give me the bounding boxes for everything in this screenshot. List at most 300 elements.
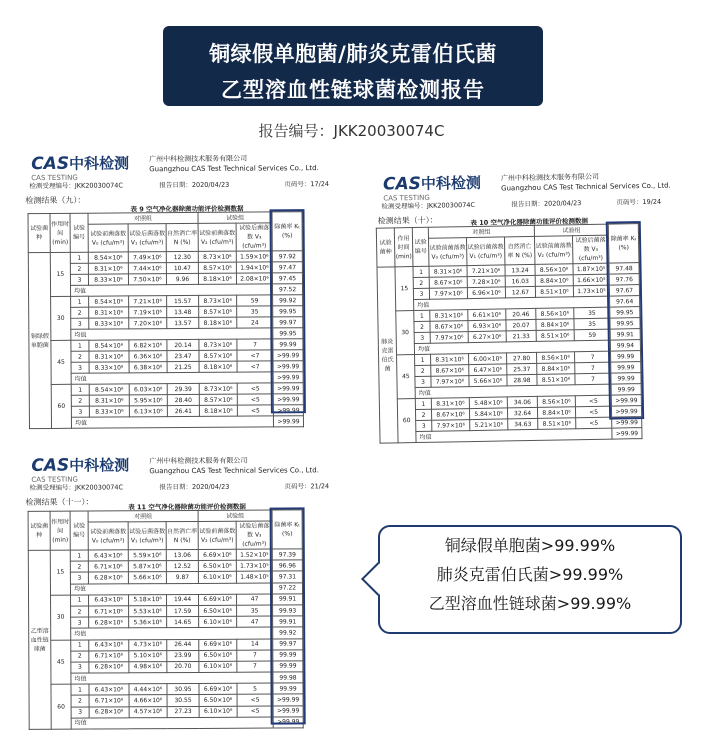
data-cell: 8.54×10⁶ [89,296,129,307]
data-cell: <5 [576,417,612,429]
summary-line-1: 铜绿假单胞菌>99.99% [444,536,616,555]
data-cell: 26.41 [167,405,199,416]
data-cell: 15.57 [167,295,199,306]
header-t_after: 试验后菌落数 V₃ (cfu/m³) [573,235,609,264]
report-date: 报告日期：2020/04/23 [159,180,230,190]
data-cell: 12.30 [166,251,198,262]
report-date: 报告日期：2020/04/23 [159,482,230,492]
header-t_after: 试验后菌落数 V₃ (cfu/m³) [236,223,272,251]
time-cell: 30 [51,296,71,340]
data-cell: 6.71×10⁶ [89,695,129,706]
time-cell: 15 [50,550,70,595]
average-label: 均值 [414,340,610,354]
data-cell: <5 [237,405,273,416]
data-cell: 6.71×10⁶ [88,561,128,572]
data-cell: 2 [71,351,89,362]
data-cell: 6.96×10⁶ [467,287,505,299]
data-cell: 2 [415,365,431,376]
data-cell: 27.23 [167,706,199,717]
rate-cell: 99.95 [610,318,640,330]
data-cell: 30.95 [167,684,199,695]
data-cell: 35 [237,605,273,616]
data-cell: 7 [237,661,273,672]
rate-cell: >99.99 [611,406,641,418]
header-species: 试验菌种 [376,228,395,267]
data-cell: 6.27×10⁶ [468,331,506,343]
data-cell: 7.97×10⁶ [432,420,470,432]
result-title: 检测结果（十一）： [25,497,94,507]
rate-cell: >99.99 [273,717,303,728]
data-cell: 8.31×10⁶ [89,307,129,318]
time-cell: 60 [51,384,71,428]
rate-cell: 99.92 [273,295,303,306]
cas-logo-mark: CAS [31,455,70,476]
data-cell: 8.18×10⁶ [199,405,237,416]
data-cell: 1 [71,340,89,351]
data-cell: 8.57×10⁶ [199,306,237,317]
rate-column-highlight [270,507,306,724]
table-caption: 表 9 空气净化器除菌功能评价检测数据 [130,204,244,214]
header-control-group: 对照组 [88,212,198,224]
header-rate: 除菌率 Kₜ (%) [272,212,302,251]
data-cell: 28.40 [167,394,199,405]
data-cell: 23.47 [167,350,199,361]
rate-cell: 97.76 [609,274,639,286]
organization-name [501,171,671,194]
report-number: 报告编号：JKK20030074C [258,122,445,140]
accept-number: 检测受理编号：JKK20030074C [29,483,124,492]
data-cell: 8.31×10⁶ [89,395,129,406]
data-cell: 3 [71,662,89,673]
rate-column-highlight [269,209,305,414]
data-cell: 2 [71,395,89,406]
rate-cell: 97.67 [609,285,639,297]
data-cell: 6.50×10⁶ [199,695,237,706]
organization-name-cn: 广州中科检测技术服务有限公司 [500,172,600,183]
rate-cell: 99.91 [273,616,303,627]
data-cell: 1 [71,684,89,695]
data-cell: 9.87 [166,572,198,583]
data-cell: 13.06 [166,549,198,560]
rate-cell: 97.48 [609,263,639,275]
data-cell: 3 [70,274,88,285]
time-cell: 15 [395,267,414,311]
rate-cell: 99.99 [611,362,641,374]
rate-cell: 99.99 [273,661,303,672]
rate-cell: 99.99 [611,384,641,396]
data-cell: 8.54×10⁶ [89,384,129,395]
data-cell: 7.21×10⁶ [129,296,167,307]
header-no: 试验编号 [70,511,88,550]
data-cell: 30.55 [167,695,199,706]
organization-name [149,153,319,174]
average-label: 均值 [414,296,610,310]
data-cell: 5.84×10⁶ [469,408,507,420]
data-cell: 6.82×10⁶ [129,340,167,351]
data-cell: 2 [70,263,88,274]
data-cell: 7.20×10⁶ [129,318,167,329]
time-cell: 30 [396,311,415,355]
data-cell: 8.33×10⁶ [89,318,129,329]
header-after: 试验后菌落数 V₁ (cfu/m³) [466,237,504,266]
data-cell: 8.18×10⁶ [198,273,236,284]
data-cell: 28.98 [507,374,537,386]
data-cell: 3 [415,376,431,387]
data-cell: 47 [237,594,273,605]
data-cell: 4.98×10⁶ [129,661,167,672]
table-caption: 表 11 空气净化器除菌功能评价检测数据 [128,502,246,512]
header-rate: 除菌率 Kₜ (%) [272,510,302,549]
accept-number: 检测受理编号：JKK20030074C [29,181,123,191]
header-time: 作用时间(min) [50,213,70,252]
time-cell: 60 [397,399,416,443]
data-cell: 4.57×10⁶ [129,706,167,717]
species-cell: 肺炎克雷伯氏菌 [377,267,398,443]
data-cell: 1 [414,310,430,321]
data-cell: 9.96 [166,273,198,284]
page-number: 页码号：17/24 [284,180,330,189]
organization-name-en: Guangzhou CAS Test Technical Services Co., Ltd. [149,466,319,476]
header-time: 作用时间(min) [50,511,70,550]
rate-cell: >99.99 [273,372,303,383]
rate-cell: >99.99 [273,383,303,394]
data-cell: 5.18×10⁶ [129,594,167,605]
organization-name-en: Guangzhou CAS Test Technical Services Co., Ltd. [501,181,671,193]
data-cell: 8.84×10⁶ [537,407,575,419]
data-cell: 8.73×10⁶ [198,251,236,262]
data-cell: 7 [575,362,611,374]
data-cell: 6.13×10⁶ [129,406,167,417]
rate-cell: 97.52 [273,284,303,295]
data-cell: 26.44 [167,639,199,650]
cas-logo [31,454,129,484]
data-cell: 8.51×10⁶ [535,286,573,298]
data-cell: 8.67×10⁶ [430,321,468,333]
data-cell: 7.49×10⁶ [128,252,166,263]
data-cell: 6.00×10⁶ [469,353,507,365]
rate-cell: 97.22 [272,582,302,593]
title-line-1: 铜绿假单胞菌/肺炎克雷伯氏菌 [209,42,497,66]
data-cell: 47 [237,616,273,627]
data-cell: 5.53×10⁶ [129,606,167,617]
data-cell: 34.63 [508,418,538,430]
data-cell: 6.50×10⁶ [199,650,237,661]
cas-logo-sub: CAS TESTING [31,475,78,484]
data-cell: 8.31×10⁶ [429,266,467,278]
data-cell: 6.10×10⁶ [199,706,237,717]
data-cell: 3 [71,707,89,718]
accept-number: 检测受理编号：JKK20030074C [381,200,476,211]
data-cell: 7 [575,351,611,363]
rate-cell: 97.39 [272,549,302,560]
data-cell: 1 [415,398,431,409]
result-title: 检测结果（十）： [377,215,438,226]
data-cell: 6.10×10⁶ [199,616,237,627]
data-cell: 8.18×10⁶ [199,317,237,328]
data-cell: 1.94×10⁶ [236,262,272,273]
data-cell: 6.50×10⁶ [199,605,237,616]
data-cell: 7.44×10⁶ [128,263,166,274]
data-cell: 5.48×10⁶ [469,397,507,409]
data-cell: 8.31×10⁶ [89,351,129,362]
data-cell: 8.56×10⁶ [537,396,575,408]
time-cell: 45 [51,340,71,384]
data-cell: 35 [237,306,273,317]
title-line-2: 乙型溶血性链球菌检测报告 [221,78,485,102]
data-cell: 5.66×10⁶ [128,572,166,583]
data-cell: 7 [237,650,273,661]
data-cell: <5 [237,706,273,717]
data-cell: 29.39 [167,383,199,394]
data-cell: 1.48×10⁵ [236,571,272,582]
data-cell: 16.03 [505,275,535,287]
data-cell: 23.99 [167,650,199,661]
data-cell: 35 [574,318,610,330]
time-cell: 15 [50,252,70,296]
cas-logo [31,152,129,182]
rate-cell: 99.95 [273,306,303,317]
table-row [29,416,303,429]
rate-cell: 99.91 [610,329,640,341]
data-cell: 7.21×10⁶ [467,265,505,277]
test-data-table [28,211,305,429]
rate-cell: 96.96 [272,560,302,571]
data-cell: 8.18×10⁶ [199,361,237,372]
rate-cell: 99.95 [610,307,640,319]
header-test-group: 试验组 [198,510,272,521]
cas-logo-text: 中科检测 [69,456,130,475]
header-natural: 自然消亡率 N (%) [166,223,198,251]
title-banner [163,26,543,106]
data-cell: 59 [237,295,273,306]
data-cell: 20.46 [506,308,536,320]
average-label: 均值 [71,416,273,428]
rate-cell: >99.99 [273,706,303,717]
data-cell: 8.57×10⁶ [199,394,237,405]
rate-cell: 99.99 [273,683,303,694]
data-cell: 8.56×10⁶ [535,264,573,276]
data-cell: 5.87×10⁶ [128,561,166,572]
average-label: 均值 [71,328,273,340]
rate-cell: 99.98 [273,672,303,683]
header-before: 试验前菌落数 V₀ (cfu/m³) [428,238,466,267]
data-cell: 6.43×10⁶ [89,595,129,606]
data-cell: 5.59×10⁶ [128,550,166,561]
data-cell: 2 [415,409,431,420]
rate-cell: 99.95 [273,328,303,339]
data-cell: 10.47 [166,262,198,273]
data-cell: 1.73×10⁵ [573,285,609,297]
data-cell: 6.28×10⁶ [89,617,129,628]
data-cell: 1.87×10⁵ [573,263,609,275]
rate-cell: >99.99 [273,694,303,705]
data-cell: 6.28×10⁶ [89,706,129,717]
data-cell: 2 [71,606,89,617]
data-cell: 3 [416,420,432,431]
rate-cell: >99.99 [273,405,303,416]
data-cell: 5.95×10⁶ [129,395,167,406]
data-cell: 6.10×10⁶ [199,661,237,672]
header-species: 试验菌种 [28,511,50,550]
header-t_before: 试验前菌落数 V₂ (cfu/m³) [198,223,236,251]
data-cell: 21.25 [167,361,199,372]
data-cell: 1.52×10⁵ [236,549,272,560]
rate-cell: 97.45 [272,273,302,284]
time-cell: 30 [51,595,71,640]
species-cell: 铜绿假单胞菌 [28,252,51,428]
data-cell: <5 [237,383,273,394]
data-cell: 1 [71,384,89,395]
data-cell: 3 [71,362,89,373]
data-cell: 8.57×10⁶ [198,262,236,273]
data-cell: <5 [575,395,611,407]
data-cell: 12.67 [505,286,535,298]
data-cell: 8.54×10⁶ [89,340,129,351]
data-cell: 6.93×10⁶ [468,320,506,332]
header-no: 试验编号 [412,227,429,266]
data-cell: 8.84×10⁶ [536,319,574,331]
data-cell: 12.52 [166,561,198,572]
data-cell: 20.70 [167,661,199,672]
page-number: 页码号：21/24 [284,482,330,491]
rate-cell: >99.99 [273,394,303,405]
header-before: 试验前菌落数 V₀ (cfu/m³) [88,224,128,252]
data-cell: 3 [71,617,89,628]
data-cell: 19.44 [167,594,199,605]
data-cell: 25.37 [507,363,537,375]
rate-column-highlight [606,221,644,420]
cas-logo-text: 中科检测 [420,173,482,193]
average-label: 均值 [71,672,273,684]
rate-cell: >99.99 [273,361,303,372]
report-page-9 [19,145,356,427]
data-cell: 8.31×10⁶ [431,354,469,366]
data-cell: 21.33 [506,330,536,342]
data-cell: 8.84×10⁶ [535,275,573,287]
data-cell: <7 [237,361,273,372]
test-data-table [28,509,304,729]
data-cell: 1 [70,252,88,263]
data-cell: 8.33×10⁶ [89,406,129,417]
rate-cell: 97.47 [272,262,302,273]
data-cell: 1 [70,550,88,561]
average-label: 均值 [71,284,273,296]
rate-cell: 99.93 [273,605,303,616]
data-cell: 1 [415,354,431,365]
data-cell: 6.71×10⁶ [89,650,129,661]
data-cell: 2.08×10⁶ [236,273,272,284]
data-cell: 4.73×10⁶ [129,639,167,650]
data-cell: 8.67×10⁶ [431,365,469,377]
header-no: 试验编号 [70,213,88,252]
data-cell: 14 [237,639,273,650]
rate-cell: 99.97 [273,317,303,328]
data-cell: 3 [71,406,89,417]
data-cell: 7.97×10⁶ [431,376,469,388]
rate-cell: >99.99 [273,416,303,427]
cas-logo [383,172,481,203]
data-cell: 6.43×10⁶ [89,639,129,650]
data-cell: 1.59×10⁶ [236,251,272,262]
data-cell: 14.65 [167,617,199,628]
data-cell: 6.43×10⁶ [88,550,128,561]
data-cell: 7 [575,373,611,385]
header-natural: 自然消亡率 N (%) [504,236,535,265]
rate-cell: 97.92 [272,251,302,262]
rate-cell: >99.99 [612,428,642,440]
data-cell: 8.31×10⁶ [88,263,128,274]
rate-cell: 99.99 [273,339,303,350]
average-label: 均值 [416,428,612,442]
data-cell: 34.06 [507,396,537,408]
data-cell: 13.57 [167,317,199,328]
data-cell: <5 [237,694,273,705]
species-cell: 乙型溶血性链球菌 [28,550,51,729]
organization-name-en: Guangzhou CAS Test Technical Services Co., Ltd. [149,164,319,174]
data-cell: 2 [70,561,88,572]
average-label: 均值 [71,627,273,639]
data-cell: 20.14 [167,339,199,350]
summary-line-3: 乙型溶血性链球菌>99.99% [428,594,632,613]
rate-cell: 97.31 [272,571,302,582]
data-cell: 6.69×10⁶ [198,549,236,560]
data-cell: 6.10×10⁶ [198,572,236,583]
rate-cell: 99.99 [611,351,641,363]
time-cell: 45 [51,640,71,685]
report-page-10 [371,162,690,441]
data-cell: 3 [71,318,89,329]
data-cell: 17.59 [167,605,199,616]
data-cell: 8.56×10⁶ [537,352,575,364]
data-cell: 8.73×10⁶ [199,339,237,350]
cas-logo-sub: CAS TESTING [383,193,430,203]
data-cell: 8.84×10⁶ [537,363,575,375]
data-cell: 5.36×10⁶ [129,617,167,628]
data-cell: 1 [71,296,89,307]
data-cell: 8.56×10⁶ [536,308,574,320]
data-cell: <5 [575,406,611,418]
data-cell: 6.28×10⁶ [89,662,129,673]
header-after: 试验后菌落数 V₁ (cfu/m³) [128,522,166,550]
table-caption: 表 10 空气净化器除菌功能评价检测数据 [470,216,589,228]
data-cell: 4.44×10⁶ [129,684,167,695]
rate-cell: 99.92 [273,627,303,638]
summary-line-2: 肺炎克雷伯氏菌>99.99% [436,565,624,584]
rate-cell: >99.99 [611,395,641,407]
data-cell: 8.67×10⁶ [429,277,467,289]
data-cell: 6.50×10⁶ [198,560,236,571]
report-page-11 [19,447,356,739]
data-cell: 8.31×10⁶ [430,310,468,322]
data-cell: 5.66×10⁶ [469,375,507,387]
data-cell: 5.21×10⁶ [470,419,508,431]
data-cell: 2 [414,321,430,332]
header-t_before: 试验前菌落数 V₂ (cfu/m³) [535,236,573,265]
data-cell: 6.38×10⁶ [129,362,167,373]
data-cell: 8.33×10⁶ [88,274,128,285]
data-cell: 1 [71,640,89,651]
data-cell: 8.73×10⁶ [199,295,237,306]
test-data-table [376,223,643,444]
data-cell: 7 [237,339,273,350]
data-cell: 8.51×10⁶ [538,418,576,430]
header-test-group: 试验组 [198,212,272,224]
rate-cell: 97.64 [610,296,640,308]
data-cell: <7 [237,350,273,361]
data-cell: 8.54×10⁶ [88,252,128,263]
data-cell: 4.66×10⁶ [129,695,167,706]
time-cell: 45 [397,355,416,399]
